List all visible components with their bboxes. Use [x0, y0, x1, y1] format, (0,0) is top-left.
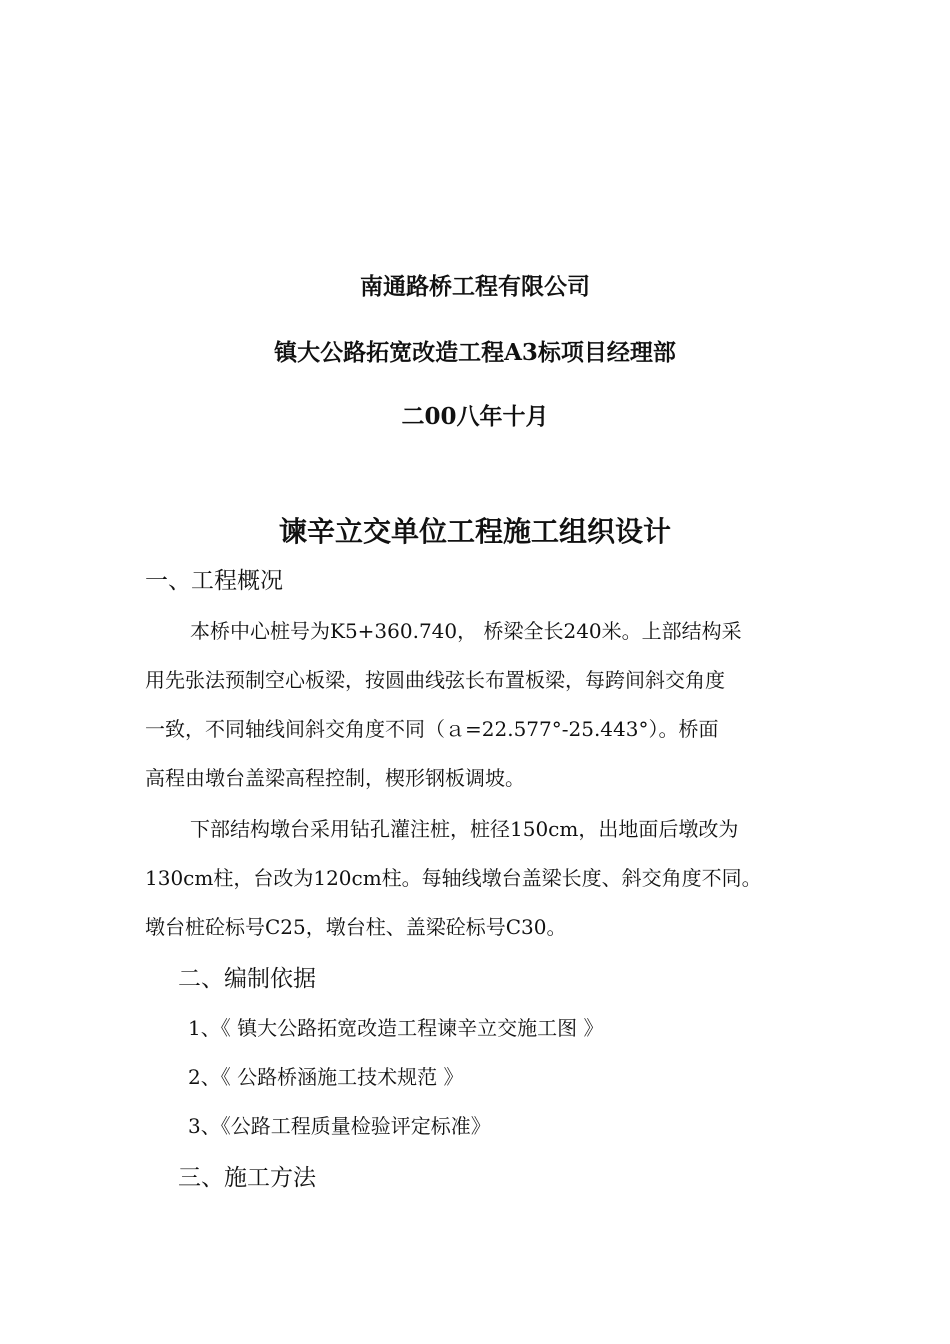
paragraph-line: 墩台桩砼标号C25，墩台柱、盖梁砼标号C30。	[145, 915, 567, 939]
list-item: 1、《 镇大公路拓宽改造工程谏辛立交施工图 》	[188, 1016, 604, 1040]
paragraph-line: 本桥中心桩号为K5+360.740， 桥梁全长240米。上部结构采	[190, 619, 742, 643]
section-heading-basis: 二、编制依据	[178, 966, 316, 992]
paragraph-line: 用先张法预制空心板梁，按圆曲线弦长布置板梁，每跨间斜交角度	[145, 668, 725, 692]
paragraph-line: 130cm柱，台改为120cm柱。每轴线墩台盖梁长度、斜交角度不同。	[145, 866, 762, 890]
document-title: 谏辛立交单位工程施工组织设计	[278, 515, 671, 548]
section-heading-overview: 一、工程概况	[145, 568, 283, 594]
section-heading-method: 三、施工方法	[178, 1165, 316, 1191]
list-item: 3、《公路工程质量检验评定标准》	[188, 1114, 491, 1138]
list-item: 2、《 公路桥涵施工技术规范 》	[188, 1065, 464, 1089]
paragraph-line: 下部结构墩台采用钻孔灌注桩，桩径150cm，出地面后墩改为	[190, 817, 739, 841]
cover-date: 二00八年十月	[401, 403, 549, 430]
paragraph-line: 高程由墩台盖梁高程控制，楔形钢板调坡。	[145, 766, 525, 790]
paragraph-line: 一致，不同轴线间斜交角度不同（ａ=22.577°-25.443°）。桥面	[145, 717, 719, 741]
company-name: 南通路桥工程有限公司	[360, 273, 590, 300]
project-department: 镇大公路拓宽改造工程A3标项目经理部	[274, 339, 676, 366]
